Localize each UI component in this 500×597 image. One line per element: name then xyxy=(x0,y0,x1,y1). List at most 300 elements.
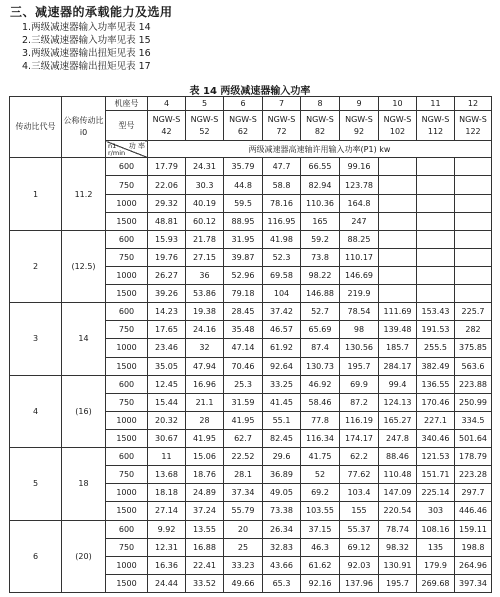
power-value-cell: 46.3 xyxy=(301,538,340,556)
power-value-cell xyxy=(417,176,455,194)
model-number: 72 xyxy=(276,126,287,136)
power-value-cell: 92.16 xyxy=(301,574,340,592)
power-value-cell: 33.23 xyxy=(224,556,263,574)
speed-axis-label xyxy=(108,143,125,157)
speed-cell: 1000 xyxy=(106,267,148,285)
power-value-cell: 170.46 xyxy=(417,393,455,411)
speed-cell: 1000 xyxy=(106,194,148,212)
power-value-cell: 104 xyxy=(263,285,301,303)
power-value-cell: 69.9 xyxy=(340,375,379,393)
power-value-cell: 52.7 xyxy=(301,303,340,321)
power-value-cell: 103.4 xyxy=(340,484,379,502)
power-value-cell: 49.66 xyxy=(224,574,263,592)
power-value-cell: 30.3 xyxy=(186,176,224,194)
power-value-cell: 69.12 xyxy=(340,538,379,556)
power-value-cell: 30.67 xyxy=(148,429,186,447)
power-value-cell: 223.88 xyxy=(455,375,492,393)
power-value-cell xyxy=(417,194,455,212)
power-value-cell: 108.16 xyxy=(417,520,455,538)
power-value-cell: 40.19 xyxy=(186,194,224,212)
power-value-cell: 52 xyxy=(301,466,340,484)
power-value-cell: 20 xyxy=(224,520,263,538)
model-name: NGW-S xyxy=(306,114,334,124)
power-value-cell: 15.44 xyxy=(148,393,186,411)
power-value-cell xyxy=(417,158,455,176)
speed-cell: 600 xyxy=(106,375,148,393)
speed-cell: 750 xyxy=(106,176,148,194)
model-number: 112 xyxy=(427,126,444,136)
model-cell xyxy=(340,111,379,141)
power-value-cell xyxy=(417,285,455,303)
power-value-cell: 21.1 xyxy=(186,393,224,411)
power-value-cell xyxy=(455,267,492,285)
power-value-cell: 19.38 xyxy=(186,303,224,321)
power-value-cell: 15.93 xyxy=(148,230,186,248)
nominal-ratio-cell: 18 xyxy=(62,448,106,520)
speed-cell: 1000 xyxy=(106,484,148,502)
speed-cell: 750 xyxy=(106,466,148,484)
speed-cell: 600 xyxy=(106,230,148,248)
power-value-cell: 284.17 xyxy=(379,357,417,375)
speed-cell: 1500 xyxy=(106,357,148,375)
power-value-cell: 88.46 xyxy=(379,448,417,466)
power-value-cell: 55.37 xyxy=(340,520,379,538)
model-name: NGW-S xyxy=(345,114,373,124)
power-value-cell: 92.64 xyxy=(263,357,301,375)
power-value-cell: 79.18 xyxy=(224,285,263,303)
power-value-cell: 139.48 xyxy=(379,321,417,339)
table-index-list xyxy=(22,21,151,73)
power-value-cell: 39.87 xyxy=(224,248,263,266)
power-value-cell: 225.7 xyxy=(455,303,492,321)
power-value-cell: 46.92 xyxy=(301,375,340,393)
power-value-cell: 375.85 xyxy=(455,339,492,357)
power-value-cell: 397.34 xyxy=(455,574,492,592)
power-value-cell: 29.6 xyxy=(263,448,301,466)
model-name: NGW-S xyxy=(383,114,412,124)
power-value-cell: 77.8 xyxy=(301,411,340,429)
power-value-cell: 58.46 xyxy=(301,393,340,411)
power-value-cell: 110.48 xyxy=(379,466,417,484)
power-value-cell: 55.79 xyxy=(224,502,263,520)
power-value-cell: 41.95 xyxy=(186,429,224,447)
power-value-cell: 165 xyxy=(301,212,340,230)
model-number: 42 xyxy=(161,126,172,136)
power-value-cell: 25.3 xyxy=(224,375,263,393)
model-cell xyxy=(186,111,224,141)
power-value-cell xyxy=(455,158,492,176)
power-value-cell: 146.69 xyxy=(340,267,379,285)
power-value-cell: 223.28 xyxy=(455,466,492,484)
power-value-cell: 28.45 xyxy=(224,303,263,321)
power-value-cell: 225.14 xyxy=(417,484,455,502)
power-value-cell: 135 xyxy=(417,538,455,556)
power-value-cell: 16.96 xyxy=(186,375,224,393)
power-value-cell: 227.1 xyxy=(417,411,455,429)
power-value-cell xyxy=(455,248,492,266)
power-value-cell: 382.49 xyxy=(417,357,455,375)
power-value-cell: 78.16 xyxy=(263,194,301,212)
power-value-cell: 92.03 xyxy=(340,556,379,574)
power-value-cell: 155 xyxy=(340,502,379,520)
power-value-cell: 82.94 xyxy=(301,176,340,194)
model-number: 52 xyxy=(199,126,210,136)
power-value-cell: 28.1 xyxy=(224,466,263,484)
power-value-cell: 99.16 xyxy=(340,158,379,176)
section-heading: 三、减速器的承载能力及选用 xyxy=(10,5,173,19)
speed-power-diagonal-header xyxy=(106,141,148,158)
power-value-cell: 87.4 xyxy=(301,339,340,357)
power-value-cell: 98.22 xyxy=(301,267,340,285)
power-value-cell: 147.09 xyxy=(379,484,417,502)
nominal-ratio-cell: 11.2 xyxy=(62,158,106,230)
frame-number: 6 xyxy=(224,97,263,111)
model-cell xyxy=(379,111,417,141)
power-value-cell: 12.31 xyxy=(148,538,186,556)
power-value-cell: 44.8 xyxy=(224,176,263,194)
power-value-cell: 501.64 xyxy=(455,429,492,447)
power-value-cell: 16.36 xyxy=(148,556,186,574)
speed-cell: 750 xyxy=(106,538,148,556)
power-value-cell: 19.76 xyxy=(148,248,186,266)
power-value-cell: 52.3 xyxy=(263,248,301,266)
power-value-cell: 178.79 xyxy=(455,448,492,466)
power-value-cell: 77.62 xyxy=(340,466,379,484)
power-value-cell: 22.52 xyxy=(224,448,263,466)
power-value-cell: 31.95 xyxy=(224,230,263,248)
power-value-cell: 65.69 xyxy=(301,321,340,339)
power-value-cell: 27.14 xyxy=(148,502,186,520)
power-value-cell: 446.46 xyxy=(455,502,492,520)
power-value-cell xyxy=(379,230,417,248)
speed-cell: 1500 xyxy=(106,429,148,447)
speed-cell: 1000 xyxy=(106,556,148,574)
speed-cell: 750 xyxy=(106,393,148,411)
model-number: 92 xyxy=(353,126,365,136)
frame-number: 8 xyxy=(301,97,340,111)
power-value-cell xyxy=(379,158,417,176)
power-value-cell: 220.54 xyxy=(379,502,417,520)
power-value-cell: 41.95 xyxy=(224,411,263,429)
frame-number: 9 xyxy=(340,97,379,111)
power-value-cell: 26.34 xyxy=(263,520,301,538)
power-value-cell: 25 xyxy=(224,538,263,556)
power-value-cell xyxy=(455,230,492,248)
power-value-cell: 153.43 xyxy=(417,303,455,321)
power-value-cell: 32 xyxy=(186,339,224,357)
power-value-cell xyxy=(379,212,417,230)
model-number: 102 xyxy=(389,126,406,136)
power-value-cell xyxy=(455,194,492,212)
power-value-cell: 47.14 xyxy=(224,339,263,357)
power-value-cell: 70.46 xyxy=(224,357,263,375)
drive-code-cell: 6 xyxy=(10,520,62,592)
power-value-cell: 73.38 xyxy=(263,502,301,520)
power-value-cell: 62.7 xyxy=(224,429,263,447)
power-value-cell: 88.25 xyxy=(340,230,379,248)
power-value-cell: 28 xyxy=(186,411,224,429)
power-span-title: 两级减速器高速轴许用输入功率(P1) kw xyxy=(148,141,492,158)
power-value-cell: 35.05 xyxy=(148,357,186,375)
power-value-cell: 47.7 xyxy=(263,158,301,176)
speed-cell: 1000 xyxy=(106,411,148,429)
power-value-cell: 264.96 xyxy=(455,556,492,574)
power-value-cell: 17.65 xyxy=(148,321,186,339)
speed-cell: 600 xyxy=(106,158,148,176)
power-value-cell: 191.53 xyxy=(417,321,455,339)
nominal-ratio-cell: 14 xyxy=(62,303,106,375)
nominal-ratio-label: 公称传动比 xyxy=(63,116,104,126)
table-row xyxy=(10,448,492,466)
frame-number: 5 xyxy=(186,97,224,111)
power-value-cell: 255.5 xyxy=(417,339,455,357)
power-value-cell: 13.55 xyxy=(186,520,224,538)
power-value-cell: 47.94 xyxy=(186,357,224,375)
power-value-cell: 78.54 xyxy=(340,303,379,321)
power-value-cell: 36.89 xyxy=(263,466,301,484)
table-row xyxy=(10,158,492,176)
power-value-cell xyxy=(417,230,455,248)
frame-label: 机座号 xyxy=(106,97,148,111)
power-value-cell: 303 xyxy=(417,502,455,520)
power-value-cell: 110.36 xyxy=(301,194,340,212)
speed-cell: 600 xyxy=(106,303,148,321)
power-value-cell: 15.06 xyxy=(186,448,224,466)
power-axis-label: 功 率 xyxy=(128,142,145,151)
power-value-cell: 174.17 xyxy=(340,429,379,447)
power-value-cell xyxy=(417,248,455,266)
speed-cell: 1500 xyxy=(106,212,148,230)
power-value-cell: 49.05 xyxy=(263,484,301,502)
power-value-cell: 39.26 xyxy=(148,285,186,303)
speed-unit: r/min xyxy=(108,149,126,158)
power-value-cell: 130.56 xyxy=(340,339,379,357)
power-value-cell: 35.48 xyxy=(224,321,263,339)
list-item: 3.两级减速器输出扭矩见表 16 xyxy=(22,48,151,59)
drive-code-header: 传动比代号 xyxy=(10,97,62,158)
power-value-cell xyxy=(455,212,492,230)
speed-cell: 1500 xyxy=(106,574,148,592)
power-value-cell: 185.7 xyxy=(379,339,417,357)
power-value-cell: 37.15 xyxy=(301,520,340,538)
table-row xyxy=(10,303,492,321)
list-item: 1.两级减速器输入功率见表 14 xyxy=(22,22,151,33)
power-value-cell: 269.68 xyxy=(417,574,455,592)
power-value-cell: 82.45 xyxy=(263,429,301,447)
power-value-cell: 26.27 xyxy=(148,267,186,285)
power-value-cell: 297.7 xyxy=(455,484,492,502)
power-value-cell: 12.45 xyxy=(148,375,186,393)
power-value-cell: 17.79 xyxy=(148,158,186,176)
power-value-cell: 137.96 xyxy=(340,574,379,592)
power-value-cell: 24.31 xyxy=(186,158,224,176)
power-value-cell: 198.8 xyxy=(455,538,492,556)
power-value-cell: 22.41 xyxy=(186,556,224,574)
frame-number: 12 xyxy=(455,97,492,111)
model-cell xyxy=(224,111,263,141)
power-value-cell: 9.92 xyxy=(148,520,186,538)
power-value-cell: 563.6 xyxy=(455,357,492,375)
model-cell xyxy=(263,111,301,141)
frame-number: 4 xyxy=(148,97,186,111)
power-value-cell: 88.95 xyxy=(224,212,263,230)
power-value-cell: 32.83 xyxy=(263,538,301,556)
power-value-cell: 55.1 xyxy=(263,411,301,429)
power-value-cell: 37.24 xyxy=(186,502,224,520)
power-value-cell: 247 xyxy=(340,212,379,230)
model-number: 122 xyxy=(465,126,481,136)
table-caption: 表 14 两级减速器输入功率 xyxy=(189,86,311,97)
power-value-cell: 247.8 xyxy=(379,429,417,447)
model-number: 82 xyxy=(314,126,326,136)
table-row xyxy=(10,520,492,538)
power-value-cell: 195.7 xyxy=(379,574,417,592)
power-value-cell: 282 xyxy=(455,321,492,339)
drive-code-cell: 4 xyxy=(10,375,62,447)
list-item: 2.三级减速器输入功率见表 15 xyxy=(22,35,151,46)
power-value-cell: 159.11 xyxy=(455,520,492,538)
model-name: NGW-S xyxy=(421,114,450,124)
power-value-cell xyxy=(379,285,417,303)
power-value-cell xyxy=(379,248,417,266)
power-value-cell: 65.3 xyxy=(263,574,301,592)
power-value-cell xyxy=(379,194,417,212)
model-name: NGW-S xyxy=(190,114,219,124)
power-value-cell: 59.2 xyxy=(301,230,340,248)
power-value-cell: 20.32 xyxy=(148,411,186,429)
power-value-cell: 130.91 xyxy=(379,556,417,574)
power-value-cell: 103.55 xyxy=(301,502,340,520)
power-value-cell: 36 xyxy=(186,267,224,285)
power-value-cell: 179.9 xyxy=(417,556,455,574)
power-value-cell: 58.8 xyxy=(263,176,301,194)
model-name: NGW-S xyxy=(267,114,296,124)
power-value-cell: 78.74 xyxy=(379,520,417,538)
speed-cell: 1000 xyxy=(106,339,148,357)
power-value-cell xyxy=(455,285,492,303)
model-cell xyxy=(417,111,455,141)
power-value-cell: 24.89 xyxy=(186,484,224,502)
speed-cell: 600 xyxy=(106,520,148,538)
power-value-cell: 62.2 xyxy=(340,448,379,466)
power-value-cell: 13.68 xyxy=(148,466,186,484)
power-value-cell: 219.9 xyxy=(340,285,379,303)
drive-code-cell: 1 xyxy=(10,158,62,230)
power-value-cell: 110.17 xyxy=(340,248,379,266)
power-value-cell: 41.75 xyxy=(301,448,340,466)
power-value-cell: 61.62 xyxy=(301,556,340,574)
input-power-table xyxy=(9,96,492,593)
power-value-cell: 43.66 xyxy=(263,556,301,574)
power-value-cell: 41.98 xyxy=(263,230,301,248)
power-value-cell xyxy=(455,176,492,194)
speed-cell: 750 xyxy=(106,248,148,266)
model-number: 62 xyxy=(237,126,249,136)
power-value-cell: 151.71 xyxy=(417,466,455,484)
power-value-cell: 33.52 xyxy=(186,574,224,592)
power-value-cell: 136.55 xyxy=(417,375,455,393)
power-value-cell: 123.78 xyxy=(340,176,379,194)
power-value-cell: 31.59 xyxy=(224,393,263,411)
power-value-cell: 24.44 xyxy=(148,574,186,592)
power-value-cell: 46.57 xyxy=(263,321,301,339)
power-value-cell: 98.32 xyxy=(379,538,417,556)
model-name: NGW-S xyxy=(152,114,181,124)
power-value-cell: 116.34 xyxy=(301,429,340,447)
power-value-cell: 53.86 xyxy=(186,285,224,303)
power-value-cell: 27.15 xyxy=(186,248,224,266)
power-value-cell: 87.2 xyxy=(340,393,379,411)
model-name: NGW-S xyxy=(459,114,487,124)
model-name: NGW-S xyxy=(229,114,257,124)
table-row xyxy=(10,230,492,248)
drive-code-cell: 2 xyxy=(10,230,62,302)
power-value-cell: 195.7 xyxy=(340,357,379,375)
power-value-cell: 41.45 xyxy=(263,393,301,411)
power-value-cell xyxy=(417,212,455,230)
model-cell xyxy=(301,111,340,141)
power-value-cell: 73.8 xyxy=(301,248,340,266)
nominal-ratio-header xyxy=(62,97,106,158)
list-item: 4.三级减速器输出扭矩见表 17 xyxy=(22,61,151,72)
nominal-ratio-cell: (16) xyxy=(62,375,106,447)
power-value-cell: 48.81 xyxy=(148,212,186,230)
speed-cell: 1500 xyxy=(106,285,148,303)
power-value-cell: 37.34 xyxy=(224,484,263,502)
power-value-cell: 18.76 xyxy=(186,466,224,484)
frame-number: 11 xyxy=(417,97,455,111)
power-value-cell: 116.19 xyxy=(340,411,379,429)
power-value-cell: 37.42 xyxy=(263,303,301,321)
power-value-cell: 250.99 xyxy=(455,393,492,411)
model-cell xyxy=(148,111,186,141)
power-value-cell: 52.96 xyxy=(224,267,263,285)
power-value-cell: 22.06 xyxy=(148,176,186,194)
power-value-cell: 21.78 xyxy=(186,230,224,248)
power-value-cell: 116.95 xyxy=(263,212,301,230)
drive-code-cell: 3 xyxy=(10,303,62,375)
power-value-cell: 24.16 xyxy=(186,321,224,339)
power-value-cell: 18.18 xyxy=(148,484,186,502)
power-value-cell: 29.32 xyxy=(148,194,186,212)
power-value-cell: 69.58 xyxy=(263,267,301,285)
nominal-ratio-symbol: i0 xyxy=(79,128,88,138)
speed-cell: 750 xyxy=(106,321,148,339)
power-value-cell: 16.88 xyxy=(186,538,224,556)
power-value-cell: 146.88 xyxy=(301,285,340,303)
power-value-cell: 130.73 xyxy=(301,357,340,375)
power-value-cell: 35.79 xyxy=(224,158,263,176)
power-value-cell xyxy=(417,267,455,285)
model-label: 型号 xyxy=(106,111,148,141)
speed-cell: 1500 xyxy=(106,502,148,520)
power-value-cell: 23.46 xyxy=(148,339,186,357)
drive-code-cell: 5 xyxy=(10,448,62,520)
power-value-cell: 99.4 xyxy=(379,375,417,393)
frame-number: 10 xyxy=(379,97,417,111)
power-value-cell: 59.5 xyxy=(224,194,263,212)
power-value-cell: 66.55 xyxy=(301,158,340,176)
power-value-cell: 61.92 xyxy=(263,339,301,357)
speed-cell: 600 xyxy=(106,448,148,466)
frame-number: 7 xyxy=(263,97,301,111)
power-value-cell: 14.23 xyxy=(148,303,186,321)
power-value-cell: 124.13 xyxy=(379,393,417,411)
model-cell xyxy=(455,111,492,141)
power-value-cell: 98 xyxy=(340,321,379,339)
power-value-cell: 165.27 xyxy=(379,411,417,429)
speed-symbol: n1 xyxy=(108,142,117,151)
